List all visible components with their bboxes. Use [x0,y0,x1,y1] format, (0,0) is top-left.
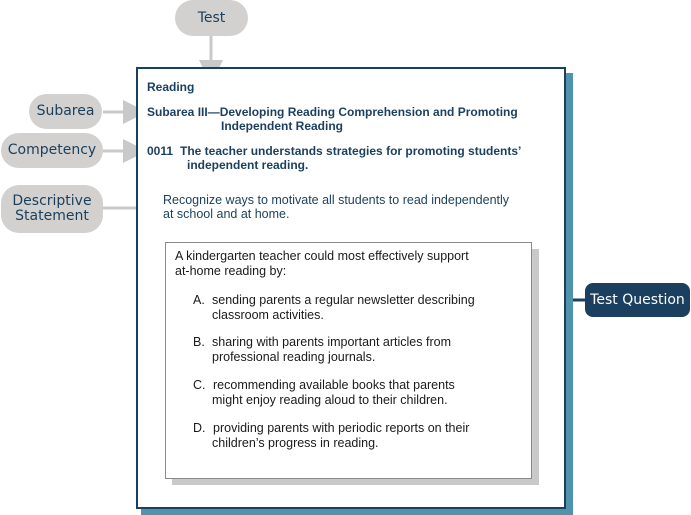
subarea-line2: Independent Reading [221,119,344,133]
option-a-line2: classroom activities. [212,308,324,322]
option-d-letter: D. [193,421,206,435]
statement-line1: Recognize ways to motivate all students to read independently [163,193,510,207]
test-label: Test [197,9,226,26]
option-b-letter: B. [193,335,205,349]
test-pill [175,0,248,36]
option-c-letter: C. [193,378,206,392]
subarea-pill [29,94,102,129]
descriptive-label-line2: Statement [15,208,89,224]
option-c-line2: might enjoy reading aloud to their children. [212,393,448,407]
option-b-line2: professional reading journals. [212,350,376,364]
competency-line1: The teacher understands strategies for promoting students’ [180,144,522,158]
framework-heading: Reading [147,80,195,94]
option-a-line1: sending parents a regular newsletter describing [212,293,475,307]
test-question-pill [585,283,690,317]
competency-pill [1,133,103,168]
option-d-line1: providing parents with periodic reports on their [213,421,470,435]
test-question-label: Test Question [590,292,685,308]
question-stem-line1: A kindergarten teacher could most effectively support [175,249,469,263]
subarea-label: Subarea [36,103,95,119]
competency-label: Competency [7,142,97,158]
competency-line2: independent reading. [187,158,309,172]
competency-code: 0011 [147,144,174,158]
subarea-line1: Subarea III—Developing Reading Comprehension and Promoting [147,105,518,119]
option-d-line2: children’s progress in reading. [212,436,379,450]
question-stem-line2: at-home reading by: [175,264,287,278]
option-b-line1: sharing with parents important articles from [212,335,451,349]
descriptive-statement-pill [1,185,103,233]
option-a-letter: A. [193,293,205,307]
option-c-line1: recommending available books that parents [213,378,455,392]
descriptive-label-line1: Descriptive [12,193,92,209]
statement-line2: at school and at home. [163,207,290,221]
